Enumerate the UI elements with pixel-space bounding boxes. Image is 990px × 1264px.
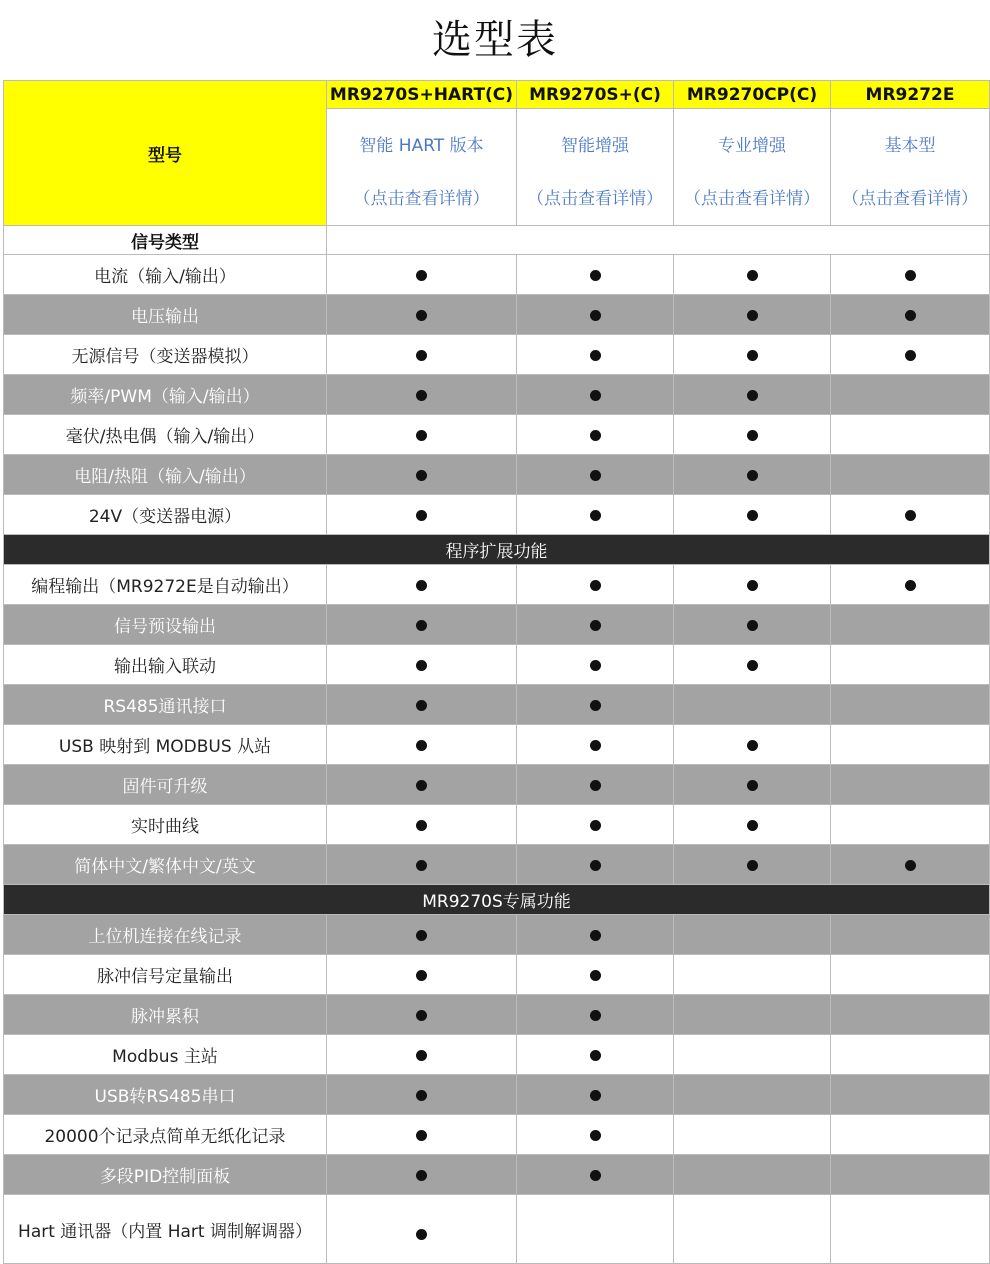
supported-dot-icon — [590, 700, 601, 711]
supported-dot-icon — [747, 310, 758, 321]
feature-label: 脉冲累积 — [4, 995, 327, 1035]
support-cell-2 — [517, 995, 674, 1035]
supported-dot-icon — [747, 270, 758, 281]
supported-dot-icon — [590, 510, 601, 521]
supported-dot-icon — [747, 860, 758, 871]
feature-label: 电阻/热阻（输入/输出） — [4, 455, 327, 495]
support-cell-2 — [517, 255, 674, 295]
section-title: 程序扩展功能 — [4, 535, 990, 565]
section-header-blank — [327, 226, 990, 255]
supported-dot-icon — [590, 740, 601, 751]
details-link-3[interactable]: （点击查看详情） — [684, 189, 820, 209]
support-cell-2 — [517, 455, 674, 495]
supported-dot-icon — [590, 350, 601, 361]
supported-dot-icon — [590, 1090, 601, 1101]
supported-dot-icon — [590, 970, 601, 981]
supported-dot-icon — [416, 930, 427, 941]
supported-dot-icon — [747, 350, 758, 361]
details-link-2[interactable]: （点击查看详情） — [527, 189, 663, 209]
feature-label: USB转RS485串口 — [4, 1075, 327, 1115]
feature-label: 24V（变送器电源） — [4, 495, 327, 535]
feature-label: 实时曲线 — [4, 805, 327, 845]
support-cell-4 — [831, 495, 990, 535]
model-name-4: MR9272E — [831, 81, 990, 109]
feature-label: 编程输出（MR9272E是自动输出） — [4, 565, 327, 605]
supported-dot-icon — [747, 430, 758, 441]
model-desc-cell-2[interactable] — [517, 109, 674, 226]
support-cell-2 — [517, 1195, 674, 1264]
support-cell-2 — [517, 1035, 674, 1075]
table-row — [4, 375, 990, 415]
support-cell-4 — [831, 1075, 990, 1115]
supported-dot-icon — [747, 580, 758, 591]
support-cell-1 — [327, 685, 517, 725]
supported-dot-icon — [590, 390, 601, 401]
support-cell-1 — [327, 1035, 517, 1075]
supported-dot-icon — [416, 1229, 427, 1240]
feature-label: 信号预设输出 — [4, 605, 327, 645]
supported-dot-icon — [416, 620, 427, 631]
support-cell-4 — [831, 805, 990, 845]
section-header — [4, 535, 990, 565]
support-cell-2 — [517, 335, 674, 375]
support-cell-3 — [674, 1195, 831, 1264]
support-cell-3 — [674, 765, 831, 805]
support-cell-2 — [517, 845, 674, 885]
support-cell-1 — [327, 955, 517, 995]
support-cell-3 — [674, 725, 831, 765]
table-row — [4, 255, 990, 295]
section-title: 信号类型 — [4, 226, 327, 255]
support-cell-1 — [327, 495, 517, 535]
supported-dot-icon — [590, 780, 601, 791]
support-cell-3 — [674, 645, 831, 685]
supported-dot-icon — [590, 660, 601, 671]
table-row — [4, 725, 990, 765]
table-row — [4, 335, 990, 375]
section-title: MR9270S专属功能 — [4, 885, 990, 915]
support-cell-1 — [327, 335, 517, 375]
support-cell-3 — [674, 995, 831, 1035]
table-row — [4, 995, 990, 1035]
supported-dot-icon — [590, 470, 601, 481]
support-cell-2 — [517, 805, 674, 845]
support-cell-4 — [831, 725, 990, 765]
support-cell-1 — [327, 605, 517, 645]
table-row — [4, 1075, 990, 1115]
support-cell-3 — [674, 845, 831, 885]
support-cell-3 — [674, 685, 831, 725]
support-cell-3 — [674, 255, 831, 295]
support-cell-3 — [674, 1155, 831, 1195]
support-cell-3 — [674, 375, 831, 415]
support-cell-4 — [831, 995, 990, 1035]
support-cell-4 — [831, 845, 990, 885]
supported-dot-icon — [747, 820, 758, 831]
model-desc-3[interactable]: 专业增强 — [718, 136, 786, 156]
supported-dot-icon — [905, 860, 916, 871]
supported-dot-icon — [416, 780, 427, 791]
table-row — [4, 605, 990, 645]
model-desc-cell-1[interactable] — [327, 109, 517, 226]
supported-dot-icon — [747, 390, 758, 401]
feature-label: 多段PID控制面板 — [4, 1155, 327, 1195]
supported-dot-icon — [416, 820, 427, 831]
support-cell-3 — [674, 565, 831, 605]
supported-dot-icon — [416, 1050, 427, 1061]
support-cell-4 — [831, 1155, 990, 1195]
table-row — [4, 845, 990, 885]
table-row — [4, 295, 990, 335]
support-cell-4 — [831, 955, 990, 995]
support-cell-4 — [831, 565, 990, 605]
support-cell-3 — [674, 335, 831, 375]
support-cell-1 — [327, 1075, 517, 1115]
supported-dot-icon — [416, 860, 427, 871]
support-cell-2 — [517, 725, 674, 765]
feature-label: 毫伏/热电偶（输入/输出） — [4, 415, 327, 455]
support-cell-3 — [674, 1115, 831, 1155]
supported-dot-icon — [590, 620, 601, 631]
supported-dot-icon — [905, 270, 916, 281]
supported-dot-icon — [590, 430, 601, 441]
supported-dot-icon — [590, 860, 601, 871]
feature-label: Hart 通讯器（内置 Hart 调制解调器） — [4, 1195, 327, 1264]
feature-label: 上位机连接在线记录 — [4, 915, 327, 955]
model-name-3: MR9270CP(C) — [674, 81, 831, 109]
support-cell-2 — [517, 495, 674, 535]
table-row — [4, 495, 990, 535]
supported-dot-icon — [590, 580, 601, 591]
support-cell-1 — [327, 805, 517, 845]
supported-dot-icon — [905, 580, 916, 591]
support-cell-2 — [517, 565, 674, 605]
supported-dot-icon — [416, 1090, 427, 1101]
support-cell-4 — [831, 1195, 990, 1264]
support-cell-4 — [831, 685, 990, 725]
support-cell-1 — [327, 1195, 517, 1264]
table-row — [4, 415, 990, 455]
supported-dot-icon — [416, 350, 427, 361]
support-cell-1 — [327, 415, 517, 455]
support-cell-3 — [674, 915, 831, 955]
supported-dot-icon — [416, 700, 427, 711]
support-cell-4 — [831, 915, 990, 955]
feature-label: 电流（输入/输出） — [4, 255, 327, 295]
support-cell-4 — [831, 255, 990, 295]
table-row — [4, 685, 990, 725]
supported-dot-icon — [416, 470, 427, 481]
support-cell-4 — [831, 455, 990, 495]
feature-label: 无源信号（变送器模拟） — [4, 335, 327, 375]
support-cell-2 — [517, 375, 674, 415]
supported-dot-icon — [590, 1010, 601, 1021]
support-cell-1 — [327, 295, 517, 335]
support-cell-3 — [674, 955, 831, 995]
supported-dot-icon — [905, 310, 916, 321]
supported-dot-icon — [590, 930, 601, 941]
model-name-2: MR9270S+(C) — [517, 81, 674, 109]
support-cell-4 — [831, 375, 990, 415]
supported-dot-icon — [747, 620, 758, 631]
support-cell-4 — [831, 765, 990, 805]
details-link-1[interactable]: （点击查看详情） — [353, 189, 490, 209]
support-cell-3 — [674, 415, 831, 455]
support-cell-3 — [674, 295, 831, 335]
support-cell-1 — [327, 1155, 517, 1195]
supported-dot-icon — [416, 1130, 427, 1141]
table-row — [4, 645, 990, 685]
model-desc-cell-3[interactable] — [674, 109, 831, 226]
support-cell-4 — [831, 335, 990, 375]
support-cell-3 — [674, 1035, 831, 1075]
support-cell-1 — [327, 995, 517, 1035]
feature-label: Modbus 主站 — [4, 1035, 327, 1075]
support-cell-2 — [517, 605, 674, 645]
table-row — [4, 915, 990, 955]
support-cell-3 — [674, 455, 831, 495]
supported-dot-icon — [590, 820, 601, 831]
support-cell-2 — [517, 955, 674, 995]
support-cell-1 — [327, 1115, 517, 1155]
supported-dot-icon — [747, 510, 758, 521]
support-cell-3 — [674, 805, 831, 845]
support-cell-2 — [517, 1115, 674, 1155]
model-label: 型号 — [4, 81, 327, 226]
supported-dot-icon — [905, 350, 916, 361]
support-cell-1 — [327, 375, 517, 415]
supported-dot-icon — [416, 1010, 427, 1021]
support-cell-1 — [327, 765, 517, 805]
support-cell-3 — [674, 495, 831, 535]
support-cell-4 — [831, 645, 990, 685]
support-cell-2 — [517, 1075, 674, 1115]
section-header — [4, 885, 990, 915]
support-cell-3 — [674, 1075, 831, 1115]
support-cell-4 — [831, 1115, 990, 1155]
supported-dot-icon — [747, 740, 758, 751]
table-row — [4, 805, 990, 845]
supported-dot-icon — [416, 1170, 427, 1181]
support-cell-2 — [517, 685, 674, 725]
model-name-row — [4, 81, 990, 109]
feature-label: 输出输入联动 — [4, 645, 327, 685]
support-cell-1 — [327, 915, 517, 955]
support-cell-1 — [327, 455, 517, 495]
supported-dot-icon — [416, 270, 427, 281]
supported-dot-icon — [590, 270, 601, 281]
feature-label: USB 映射到 MODBUS 从站 — [4, 725, 327, 765]
supported-dot-icon — [416, 740, 427, 751]
supported-dot-icon — [416, 970, 427, 981]
supported-dot-icon — [590, 1130, 601, 1141]
support-cell-2 — [517, 1155, 674, 1195]
support-cell-1 — [327, 845, 517, 885]
support-cell-4 — [831, 295, 990, 335]
model-desc-4[interactable]: 基本型 — [884, 136, 936, 156]
table-row — [4, 765, 990, 805]
support-cell-4 — [831, 1035, 990, 1075]
table-row — [4, 565, 990, 605]
table-row — [4, 1155, 990, 1195]
supported-dot-icon — [416, 430, 427, 441]
feature-label: 频率/PWM（输入/输出） — [4, 375, 327, 415]
table-row — [4, 955, 990, 995]
support-cell-2 — [517, 295, 674, 335]
supported-dot-icon — [747, 660, 758, 671]
supported-dot-icon — [590, 1170, 601, 1181]
table-row — [4, 455, 990, 495]
supported-dot-icon — [416, 580, 427, 591]
support-cell-1 — [327, 565, 517, 605]
feature-label: 20000个记录点简单无纸化记录 — [4, 1115, 327, 1155]
feature-label: 简体中文/繁体中文/英文 — [4, 845, 327, 885]
support-cell-4 — [831, 415, 990, 455]
supported-dot-icon — [416, 310, 427, 321]
supported-dot-icon — [416, 390, 427, 401]
supported-dot-icon — [416, 510, 427, 521]
supported-dot-icon — [747, 780, 758, 791]
table-row — [4, 1035, 990, 1075]
supported-dot-icon — [590, 1050, 601, 1061]
supported-dot-icon — [590, 310, 601, 321]
support-cell-3 — [674, 605, 831, 645]
support-cell-2 — [517, 645, 674, 685]
support-cell-1 — [327, 645, 517, 685]
feature-label: 固件可升级 — [4, 765, 327, 805]
feature-label: 脉冲信号定量输出 — [4, 955, 327, 995]
support-cell-2 — [517, 765, 674, 805]
support-cell-2 — [517, 415, 674, 455]
support-cell-2 — [517, 915, 674, 955]
model-name-1: MR9270S+HART(C) — [327, 81, 517, 109]
supported-dot-icon — [905, 510, 916, 521]
support-cell-1 — [327, 725, 517, 765]
model-desc-2[interactable]: 智能增强 — [561, 136, 629, 156]
table-row — [4, 1115, 990, 1155]
support-cell-4 — [831, 605, 990, 645]
model-desc-1[interactable]: 智能 HART 版本 — [359, 136, 484, 156]
model-desc-cell-4[interactable] — [831, 109, 990, 226]
selection-table — [3, 80, 990, 1264]
details-link-4[interactable]: （点击查看详情） — [842, 189, 978, 209]
support-cell-1 — [327, 255, 517, 295]
supported-dot-icon — [747, 470, 758, 481]
table-row — [4, 1195, 990, 1264]
feature-label: RS485通讯接口 — [4, 685, 327, 725]
supported-dot-icon — [416, 660, 427, 671]
section-header-signal-types — [4, 226, 990, 255]
page-title: 选型表 — [432, 17, 558, 63]
feature-label: 电压输出 — [4, 295, 327, 335]
